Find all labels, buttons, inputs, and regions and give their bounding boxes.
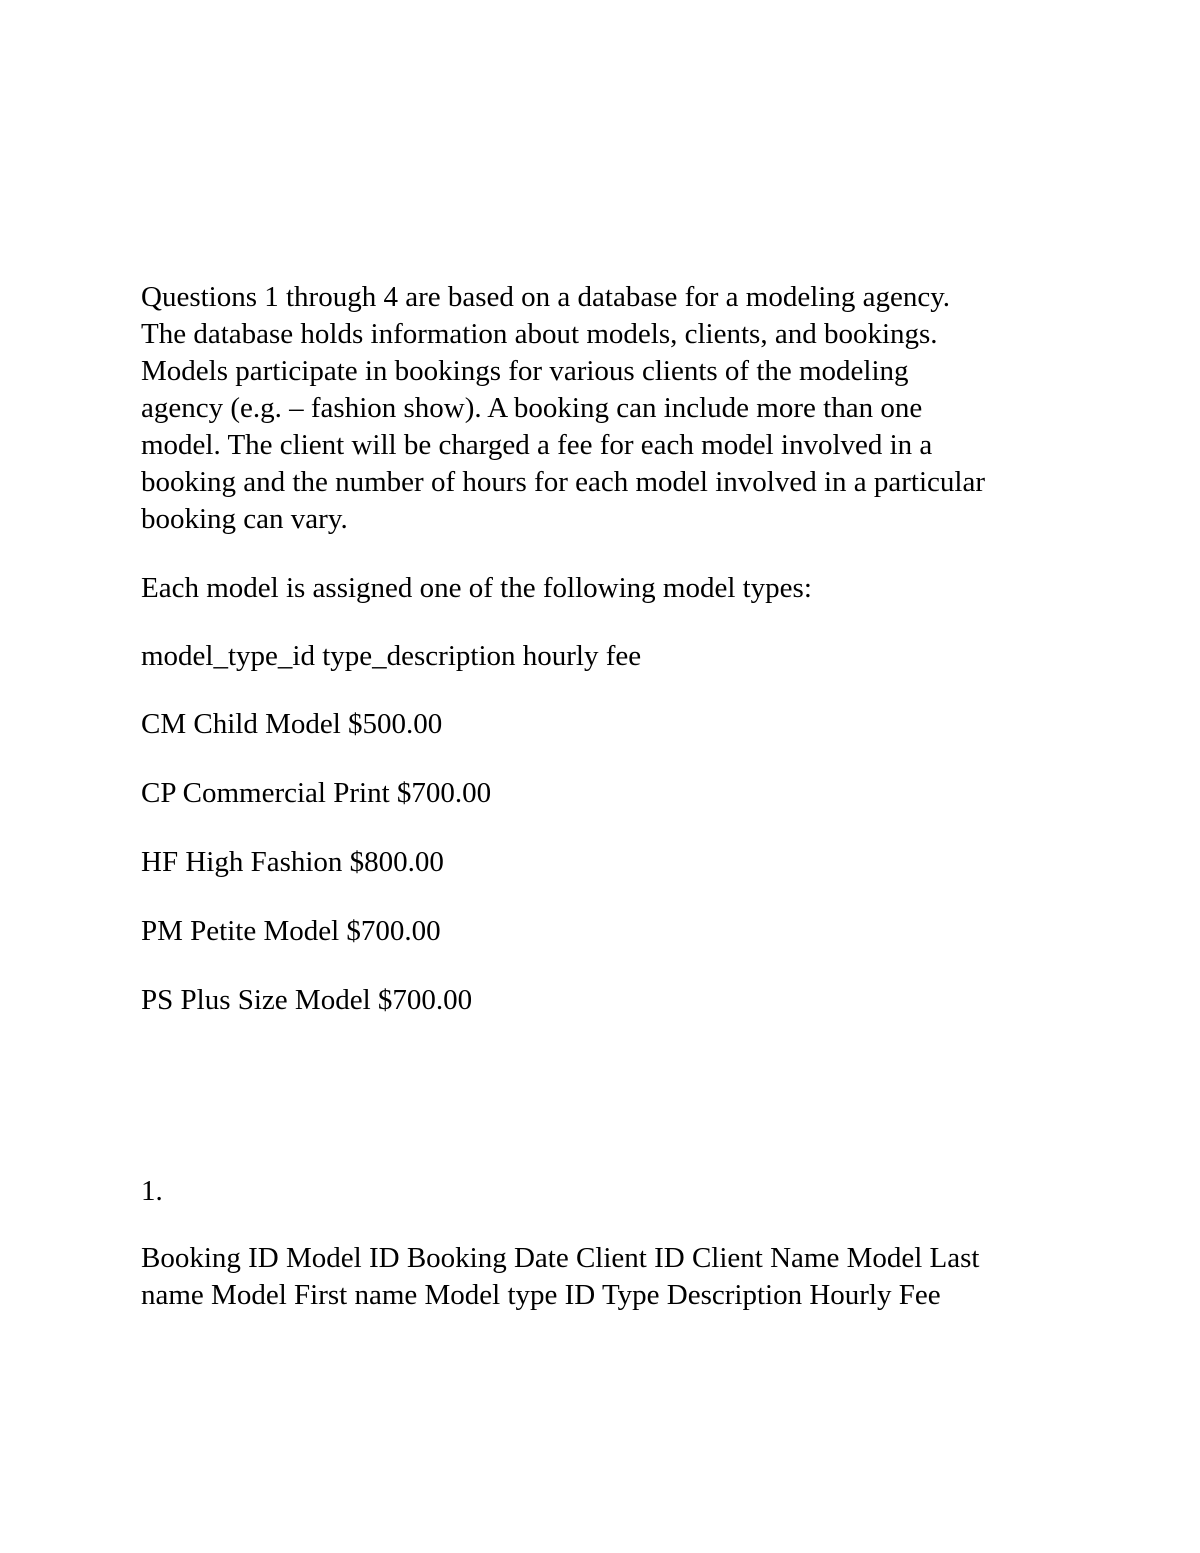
model-type-item: PS Plus Size Model $700.00 xyxy=(141,984,473,1016)
model-type-item: CP Commercial Print $700.00 xyxy=(141,777,492,809)
question-number: 1. xyxy=(141,1175,163,1207)
document-content xyxy=(141,279,1066,1314)
model-types-header: model_type_id type_description hourly fee xyxy=(141,640,642,672)
model-type-item: CM Child Model $500.00 xyxy=(141,708,443,740)
model-type-item: HF High Fashion $800.00 xyxy=(141,846,444,878)
question-columns: Booking ID Model ID Booking Date Client ID Client Name Model Last name Model First name Model type ID Type Description Hourly Fee xyxy=(141,1242,980,1311)
model-types-intro: Each model is assigned one of the following model types: xyxy=(141,572,812,604)
model-type-item: PM Petite Model $700.00 xyxy=(141,915,441,947)
intro-paragraph: Questions 1 through 4 are based on a database for a modeling agency. The database holds information about models, clients, and bookings. Models participate in bookings for various clients of the modeling agency (e.g. – fashion show). A booking can include more than one model. The client will be charged a fee for each model involved in a booking and the number of hours for each model involved in a particular booking can vary. xyxy=(141,281,985,535)
